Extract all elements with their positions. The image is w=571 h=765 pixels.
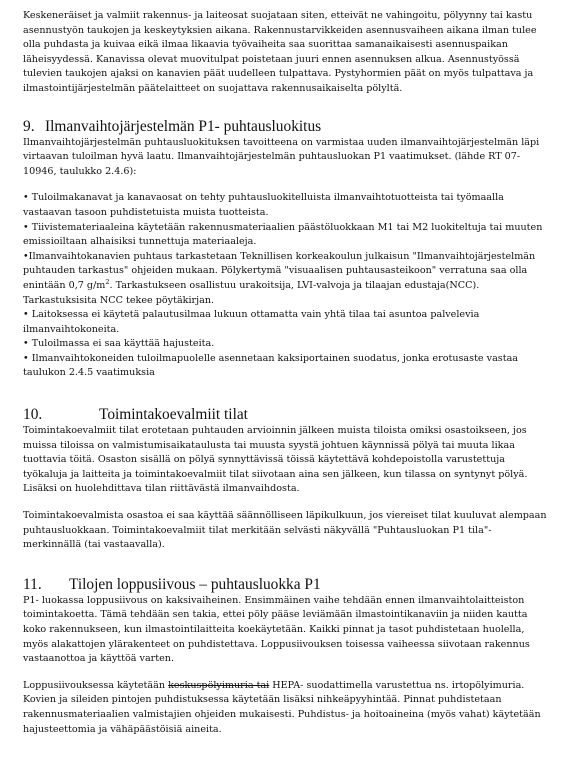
- section-9-bullet-5: • Tuloilmassa ei saa käyttää hajusteita.: [23, 338, 215, 350]
- intro-paragraph: Keskeneräiset ja valmiit rakennus- ja laiteosat suojataan siten, etteivät ne vahingoitu, pölyynny tai kastu asennustyön taukojen ja keskeytyksien aikana. Rakennustarvikkeiden asennusvaiheen aikana ilman tulee olla puhdasta ja kuivaa eikä ilmaa likaavia työvaiheita saa suorittaa samanaikaisesti asennuspaikan läheisyydessä. Kanavissa olevat muovitulpat poistetaan juuri ennen asennuksen alkua. Asennustyössä tulevien taukojen ajaksi on kanavien päät uudelleen tulpattava. Pystyhormien päät on myös tulpattava ja ilmastointijärjestelmän päätelaitteet on suojattava rakennusaikaiselta pölyltä.: [23, 10, 537, 94]
- section-11-title: Tilojen loppusiivous – puhtausluokka P1: [69, 575, 321, 593]
- section-9-bullet-2: • Tiivistemateriaaleina käytetään rakennusmateriaalien päästöluokkaan M1 tai M2 luokiteltuja tai muuten emissioiltaan alhaisiksi tunnettuja materiaaleja.: [23, 221, 543, 248]
- section-9-bullet-1: • Tuloilmakanavat ja kanavaosat on tehty puhtausluokitelluista ilmanvaihtotuotteista tai työmaalla vastaavan tasoon puhdistetuista muista tuotteista.: [23, 192, 504, 218]
- section-11-paragraph-2: [23, 679, 551, 737]
- section-9-intro: Ilmanvaihtojärjestelmän puhtausluokituksen tavoitteena on varmistaa uuden ilmanvaihtojärjestelmän läpi virtaavan tuloilman hyvä laatu. Ilmanvaihtojärjestelmän puhtausluokan P1 vaatimukset. (lähde RT 07-10946, taulukko 2.4.6):: [23, 136, 540, 177]
- section-11-paragraph-2-start: Loppusiivouksessa käytetään: [23, 679, 169, 691]
- section-9-bullet-4: • Laitoksessa ei käytetä palautusilmaa lukuun ottamatta vain yhtä tilaa tai asuntoa palvelevia ilmanvaihtokoneita.: [23, 309, 480, 335]
- section-11-paragraph-1: P1- luokassa loppusiivous on kaksivaiheinen. Ensimmäinen vaihe tehdään ennen ilmanvaihtolaitteiston toimintakoetta. Tämä tehdään sen takia, ettei pöly pääse leviämään ilmastointikanaviin ja niiden kautta koko rakennukseen, kun ilmastointilaitteita koekäytetään. Kaikki pinnat ja tasot puhdistetaan huolella, myös alakattojen ylärakenteet on puhdistettava. Loppusiivouksen toisessa vaiheessa siivotaan rakennus vastaanottoa ja käyttöä varten.: [23, 594, 530, 665]
- section-10-number: 10.: [23, 406, 43, 424]
- section-9-number: 9.: [23, 117, 35, 135]
- section-9-heading: [23, 117, 551, 136]
- section-10-paragraph-2: Toimintakoevalmista osastoa ei saa käyttää säännölliseen läpikulkuun, jos viereiset tilat kuuluvat alempaan puhtausluokkaan. Toimintakoevalmiit tilat merkitään selvästi näkyvällä "Puhtausluokan P1 tila"- merkinnällä (tai vastaavalla).: [23, 510, 547, 551]
- section-9-bullet-3-text: •Ilmanvaihtokanavien puhtaus tarkastetaan Teknillisen korkeakoulun julkaisun "Ilmanvaihtojärjestelmän puhtauden tarkastus" ohjeiden mukaan. Pölykertymä "visuaalisen puhtausasteikoon" verratuna saa olla enintään 0,7 g/m: [23, 250, 536, 291]
- section-11-number: 11.: [23, 575, 42, 593]
- section-9-bullet-3: [23, 250, 551, 308]
- section-9-bullet-3-sup: 2: [105, 277, 110, 286]
- section-9-bullet-6: • Ilmanvaihtokoneiden tuloilmapuolelle asennetaan kaksiportainen suodatus, jonka erotusaste vastaa taulukon 2.4.5 vaatimuksia: [23, 352, 519, 379]
- section-11-paragraph-2-end: HEPA- suodattimella varustettua ns. irtopölyimuria. Kovien ja sileiden pintojen puhdistuksessa käytetään lisäksi nihkeäpyyhintää. Pinnat puhdistetaan rakennusmateriaalien valmistajien ohjeiden mukaisesti. Puhdistus- ja hoitoaineina (myös vahat) käytetään hajusteettomia ja vähäpäästöisiä aineita.: [23, 679, 541, 735]
- section-9-bullet-3-tail: . Tarkastukseen osallistuu urakoitsija, LVI-valvoja ja tilaajan edustaja(NCC). Tarkastuksisita NCC tekee pöytäkirjan.: [23, 279, 480, 306]
- section-10-paragraph-1: Toimintakoevalmiit tilat erotetaan puhtauden arvioinnin jälkeen muista tiloista omiksi osastoikseen, jos muissa tiloissa on valmistumisaikataulusta tai muusta syystä johtuen käynnissä pölyä tai muuta likaa tuottavia töitä. Osaston sisällä on pölyä synnyttävissä töissä käytettävä kohdepoistolla varustettuja työkaluja ja laitteita ja toimintakoevalmiit tilat siivotaan aina sen jälkeen, kun tilassa on syntynyt pölyä. Lisäksi on huolehdittava tilan riittävästä ilmanvaihdosta.: [23, 425, 528, 495]
- section-11-heading: [23, 575, 551, 594]
- section-10-title: Toimintakoevalmiit tilat: [99, 406, 248, 424]
- section-11-struck-text: keskuspölyimuria tai: [168, 679, 270, 691]
- section-9-title: Ilmanvaihtojärjestelmän P1- puhtausluokitus: [45, 117, 322, 135]
- section-10-heading: [23, 405, 551, 424]
